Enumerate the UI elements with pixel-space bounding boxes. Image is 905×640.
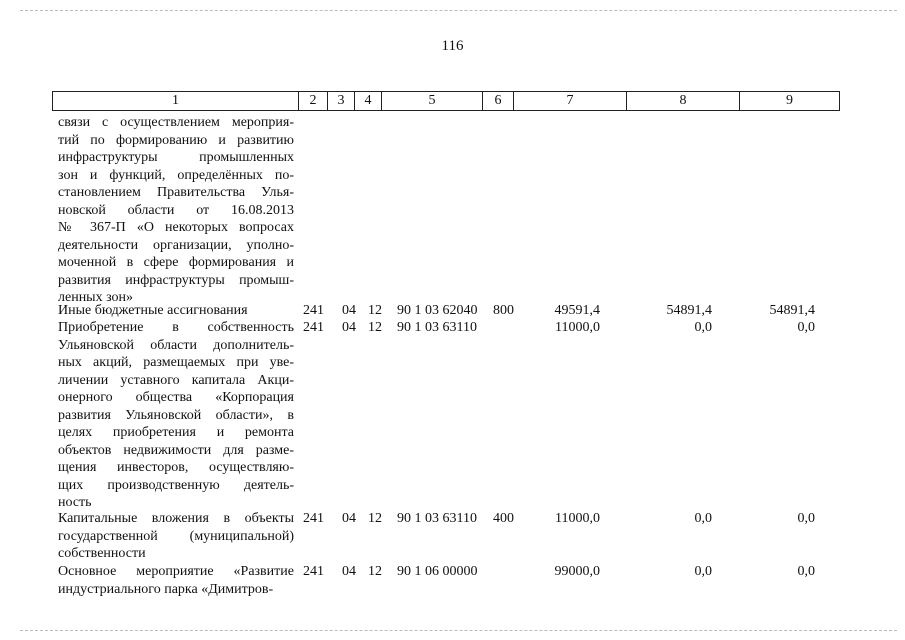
cell-col-7: 11000,0 — [555, 511, 600, 526]
header-cell: 7 — [514, 92, 627, 111]
cell-col-5: 90 1 06 00000 — [397, 564, 478, 579]
cell-col-4: 12 — [368, 303, 382, 318]
cell-col-6: 800 — [493, 303, 514, 318]
scan-edge-top — [20, 10, 897, 11]
description-line: развития инфраструктуры промыш- — [58, 272, 294, 288]
description-line: деятельности организации, уполно- — [58, 237, 294, 253]
description-line: государственной (муниципальной) — [58, 528, 294, 544]
page-number: 116 — [441, 38, 464, 54]
column-number-header — [52, 91, 840, 111]
scan-edge-bottom — [20, 630, 897, 631]
description-line: новской области от 16.08.2013 — [58, 202, 294, 218]
row-description — [58, 302, 294, 320]
header-cell: 2 — [299, 92, 328, 111]
description-line: личении уставного капитала Акци- — [58, 372, 294, 388]
cell-col-2: 241 — [303, 511, 324, 526]
row-description — [58, 114, 294, 307]
description-line: индустриального парка «Димитров- — [58, 581, 274, 597]
cell-col-9: 0,0 — [797, 564, 815, 579]
header-cell: 9 — [740, 92, 840, 111]
cell-col-5: 90 1 03 63110 — [397, 320, 477, 335]
row-description — [58, 510, 294, 563]
cell-col-2: 241 — [303, 564, 324, 579]
cell-col-7: 49591,4 — [554, 303, 600, 318]
row-description — [58, 319, 294, 512]
cell-col-8: 0,0 — [694, 564, 712, 579]
cell-col-4: 12 — [368, 511, 382, 526]
description-line: Иные бюджетные ассигнования — [58, 303, 248, 318]
description-line: Ульяновской области дополнитель- — [58, 337, 294, 353]
header-cell: 5 — [382, 92, 483, 111]
description-line: объектов недвижимости для разме- — [58, 442, 294, 458]
cell-col-7: 11000,0 — [555, 320, 600, 335]
header-cell: 3 — [328, 92, 355, 111]
description-line: целях приобретения и ремонта — [58, 425, 294, 440]
cell-col-8: 0,0 — [694, 511, 712, 526]
description-line: онерного общества «Корпорация — [58, 390, 294, 405]
description-line: моченной в сфере формирования и — [58, 255, 294, 270]
cell-col-8: 0,0 — [694, 320, 712, 335]
description-line: ленных зон» — [58, 290, 134, 305]
description-line: Капитальные вложения в объекты — [58, 511, 294, 526]
header-cell: 4 — [355, 92, 382, 111]
description-line: Приобретение в собственность — [58, 320, 294, 335]
description-line: ных акций, размещаемых при уве- — [58, 355, 294, 370]
cell-col-8: 54891,4 — [666, 303, 712, 318]
cell-col-3: 04 — [342, 511, 356, 526]
description-line: связи с осуществлением мероприя- — [58, 115, 294, 130]
cell-col-5: 90 1 03 62040 — [397, 303, 478, 318]
cell-col-3: 04 — [342, 564, 356, 579]
description-line: развития Ульяновской области», в — [58, 407, 294, 423]
description-line: инфраструктуры промышленных — [58, 150, 294, 165]
description-line: Основное мероприятие «Развитие — [58, 564, 294, 579]
description-line: ность — [58, 495, 92, 510]
cell-col-2: 241 — [303, 320, 324, 335]
description-line: становлением Правительства Улья- — [58, 185, 294, 200]
cell-col-4: 12 — [368, 564, 382, 579]
cell-col-9: 0,0 — [797, 320, 815, 335]
header-cell: 1 — [53, 92, 299, 111]
header-cell: 8 — [627, 92, 740, 111]
row-description — [58, 563, 294, 598]
header-cell: 6 — [483, 92, 514, 111]
cell-col-9: 0,0 — [797, 511, 815, 526]
description-line: собственности — [58, 546, 146, 561]
description-line: № 367-П «О некоторых вопросах — [58, 220, 294, 235]
cell-col-3: 04 — [342, 320, 356, 335]
description-line: зон и функций, определённых по- — [58, 167, 294, 183]
description-line: щих производственную деятель- — [58, 477, 294, 493]
description-line: тий по формированию и развитию — [58, 132, 294, 148]
description-line: щения инвесторов, осуществляю- — [58, 460, 294, 475]
cell-col-3: 04 — [342, 303, 356, 318]
cell-col-9: 54891,4 — [769, 303, 815, 318]
cell-col-4: 12 — [368, 320, 382, 335]
cell-col-7: 99000,0 — [554, 564, 600, 579]
cell-col-5: 90 1 03 63110 — [397, 511, 477, 526]
cell-col-6: 400 — [493, 511, 514, 526]
cell-col-2: 241 — [303, 303, 324, 318]
